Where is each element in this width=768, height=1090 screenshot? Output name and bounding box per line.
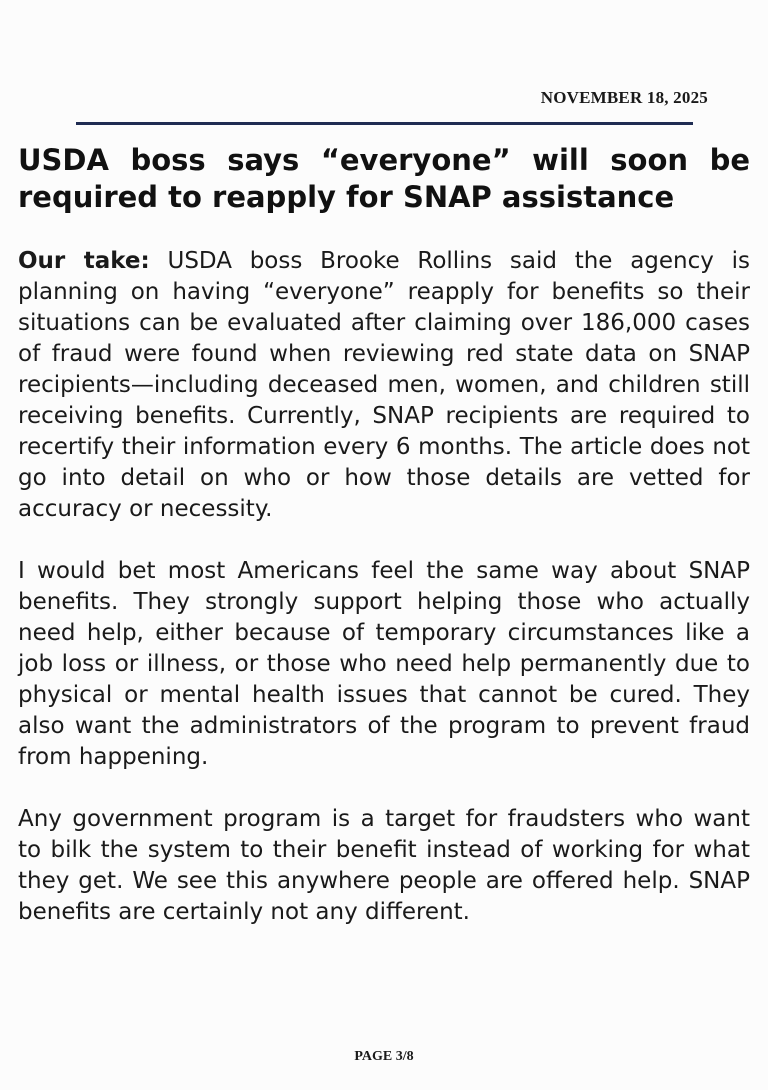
page-number: PAGE 3/8 [354, 1049, 414, 1064]
paragraph-1 [18, 246, 750, 525]
lead-label: Our take: [18, 248, 150, 274]
article-title: USDA boss says “everyone” will soon be required to reapply for SNAP assistance [18, 143, 750, 214]
paragraph-3: Any government program is a target for fraudsters who want to bilk the system to their benefit instead of working for what they get. We see this anywhere people are offered help. SNAP benefits are certainly not any different. [18, 806, 750, 925]
article-body [18, 246, 750, 928]
header-divider [76, 122, 693, 125]
publication-date: NOVEMBER 18, 2025 [540, 88, 708, 107]
paragraph-1-text: USDA boss Brooke Rollins said the agency is planning on having “everyone” reapply for benefits so their situations can be evaluated after claiming over 186,000 cases of fraud were found when reviewing red state data on SNAP recipients—including deceased men, women, and children still receiving benefits. Currently, SNAP recipients are required to recertify their information every 6 months. The article does not go into detail on who or how those details are vetted for accuracy or necessity. [18, 248, 750, 522]
paragraph-2: I would bet most Americans feel the same way about SNAP benefits. They strongly support helping those who actually need help, either because of temporary circumstances like a job loss or illness, or those who need help permanently due to physical or mental health issues that cannot be cured. They also want the administrators of the program to prevent fraud from happening. [18, 558, 750, 770]
